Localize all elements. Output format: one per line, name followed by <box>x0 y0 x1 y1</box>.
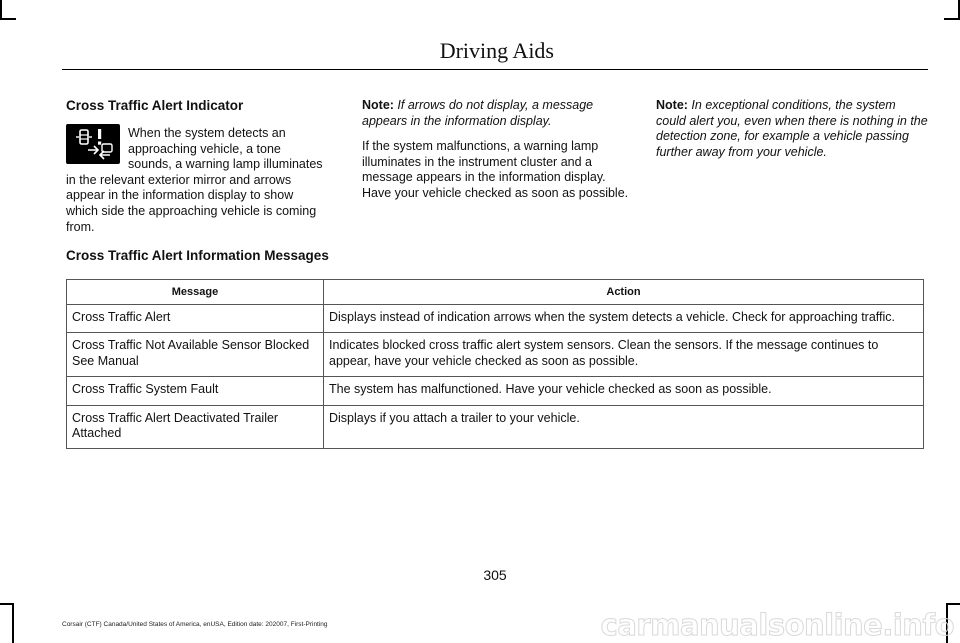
page-number: 305 <box>483 567 507 583</box>
table-header-row <box>67 280 924 305</box>
indicator-text-line-4: in the relevant exterior mirror and arrows <box>66 172 292 187</box>
footer-edition-text: Corsair (CTF) Canada/United States of America, enUSA, Edition date: 202007, First-Printing <box>62 621 328 628</box>
action-cell: The system has malfunctioned. Have your vehicle checked as soon as possible. <box>324 377 924 405</box>
page-header-title: Driving Aids <box>439 38 554 63</box>
indicator-text-line-3: sounds, a warning lamp illuminates <box>128 157 323 172</box>
table-row <box>67 377 924 405</box>
message-cell: Cross Traffic Not Available Sensor Blocked See Manual <box>67 333 324 377</box>
message-cell: Cross Traffic Alert Deactivated Trailer Attached <box>67 405 324 449</box>
note-text: In exceptional conditions, the system could alert you, even when there is nothing in the detection zone, for example a vehicle passing further away from your vehicle. <box>656 98 928 159</box>
indicator-text-line-1: When the system detects an <box>128 126 286 140</box>
action-cell: Displays instead of indication arrows when the system detects a vehicle. Check for approaching traffic. <box>324 305 924 333</box>
message-cell: Cross Traffic Alert <box>67 305 324 333</box>
note-arrows <box>362 98 632 129</box>
indicator-text-line-2: approaching vehicle, a tone <box>128 141 281 156</box>
column-header-action: Action <box>324 280 924 305</box>
action-cell: Indicates blocked cross traffic alert system sensors. Clean the sensors. If the message continues to appear, have your vehicle checked as soon as possible. <box>324 333 924 377</box>
section-heading-messages: Cross Traffic Alert Information Messages <box>66 248 329 263</box>
crop-mark-top-left <box>0 0 2 20</box>
crop-mark-top-left-h <box>0 18 16 20</box>
indicator-text-line-6: which side the approaching vehicle is coming <box>66 204 317 218</box>
note-exceptional-conditions <box>656 98 928 160</box>
note-text: If arrows do not display, a message appears in the information display. <box>362 98 594 128</box>
crop-mark-bottom-left-h <box>0 603 14 605</box>
header-divider <box>62 69 928 70</box>
note-label: Note: <box>362 98 394 112</box>
action-cell: Displays if you attach a trailer to your vehicle. <box>324 405 924 449</box>
cross-traffic-warning-icon <box>66 124 120 164</box>
malfunction-paragraph: If the system malfunctions, a warning lamp illuminates in the instrument cluster and a message appears in the information display. Have your vehicle checked as soon as possible. <box>362 139 629 200</box>
table-row <box>67 405 924 449</box>
column-header-message: Message <box>67 280 324 305</box>
table-row <box>67 333 924 377</box>
indicator-text-line-5: appear in the information display to show <box>66 188 294 203</box>
note-label: Note: <box>656 98 688 112</box>
messages-table <box>66 279 924 449</box>
section-heading-indicator: Cross Traffic Alert Indicator <box>66 98 244 113</box>
crop-mark-bottom-left <box>12 603 14 643</box>
watermark-logo: carmanualsonline.info <box>600 608 954 642</box>
table-row <box>67 305 924 333</box>
crop-mark-top-right-h <box>944 18 960 20</box>
message-cell: Cross Traffic System Fault <box>67 377 324 405</box>
crop-mark-bottom-right-h <box>946 603 960 605</box>
indicator-text-line-7: from. <box>66 219 95 234</box>
